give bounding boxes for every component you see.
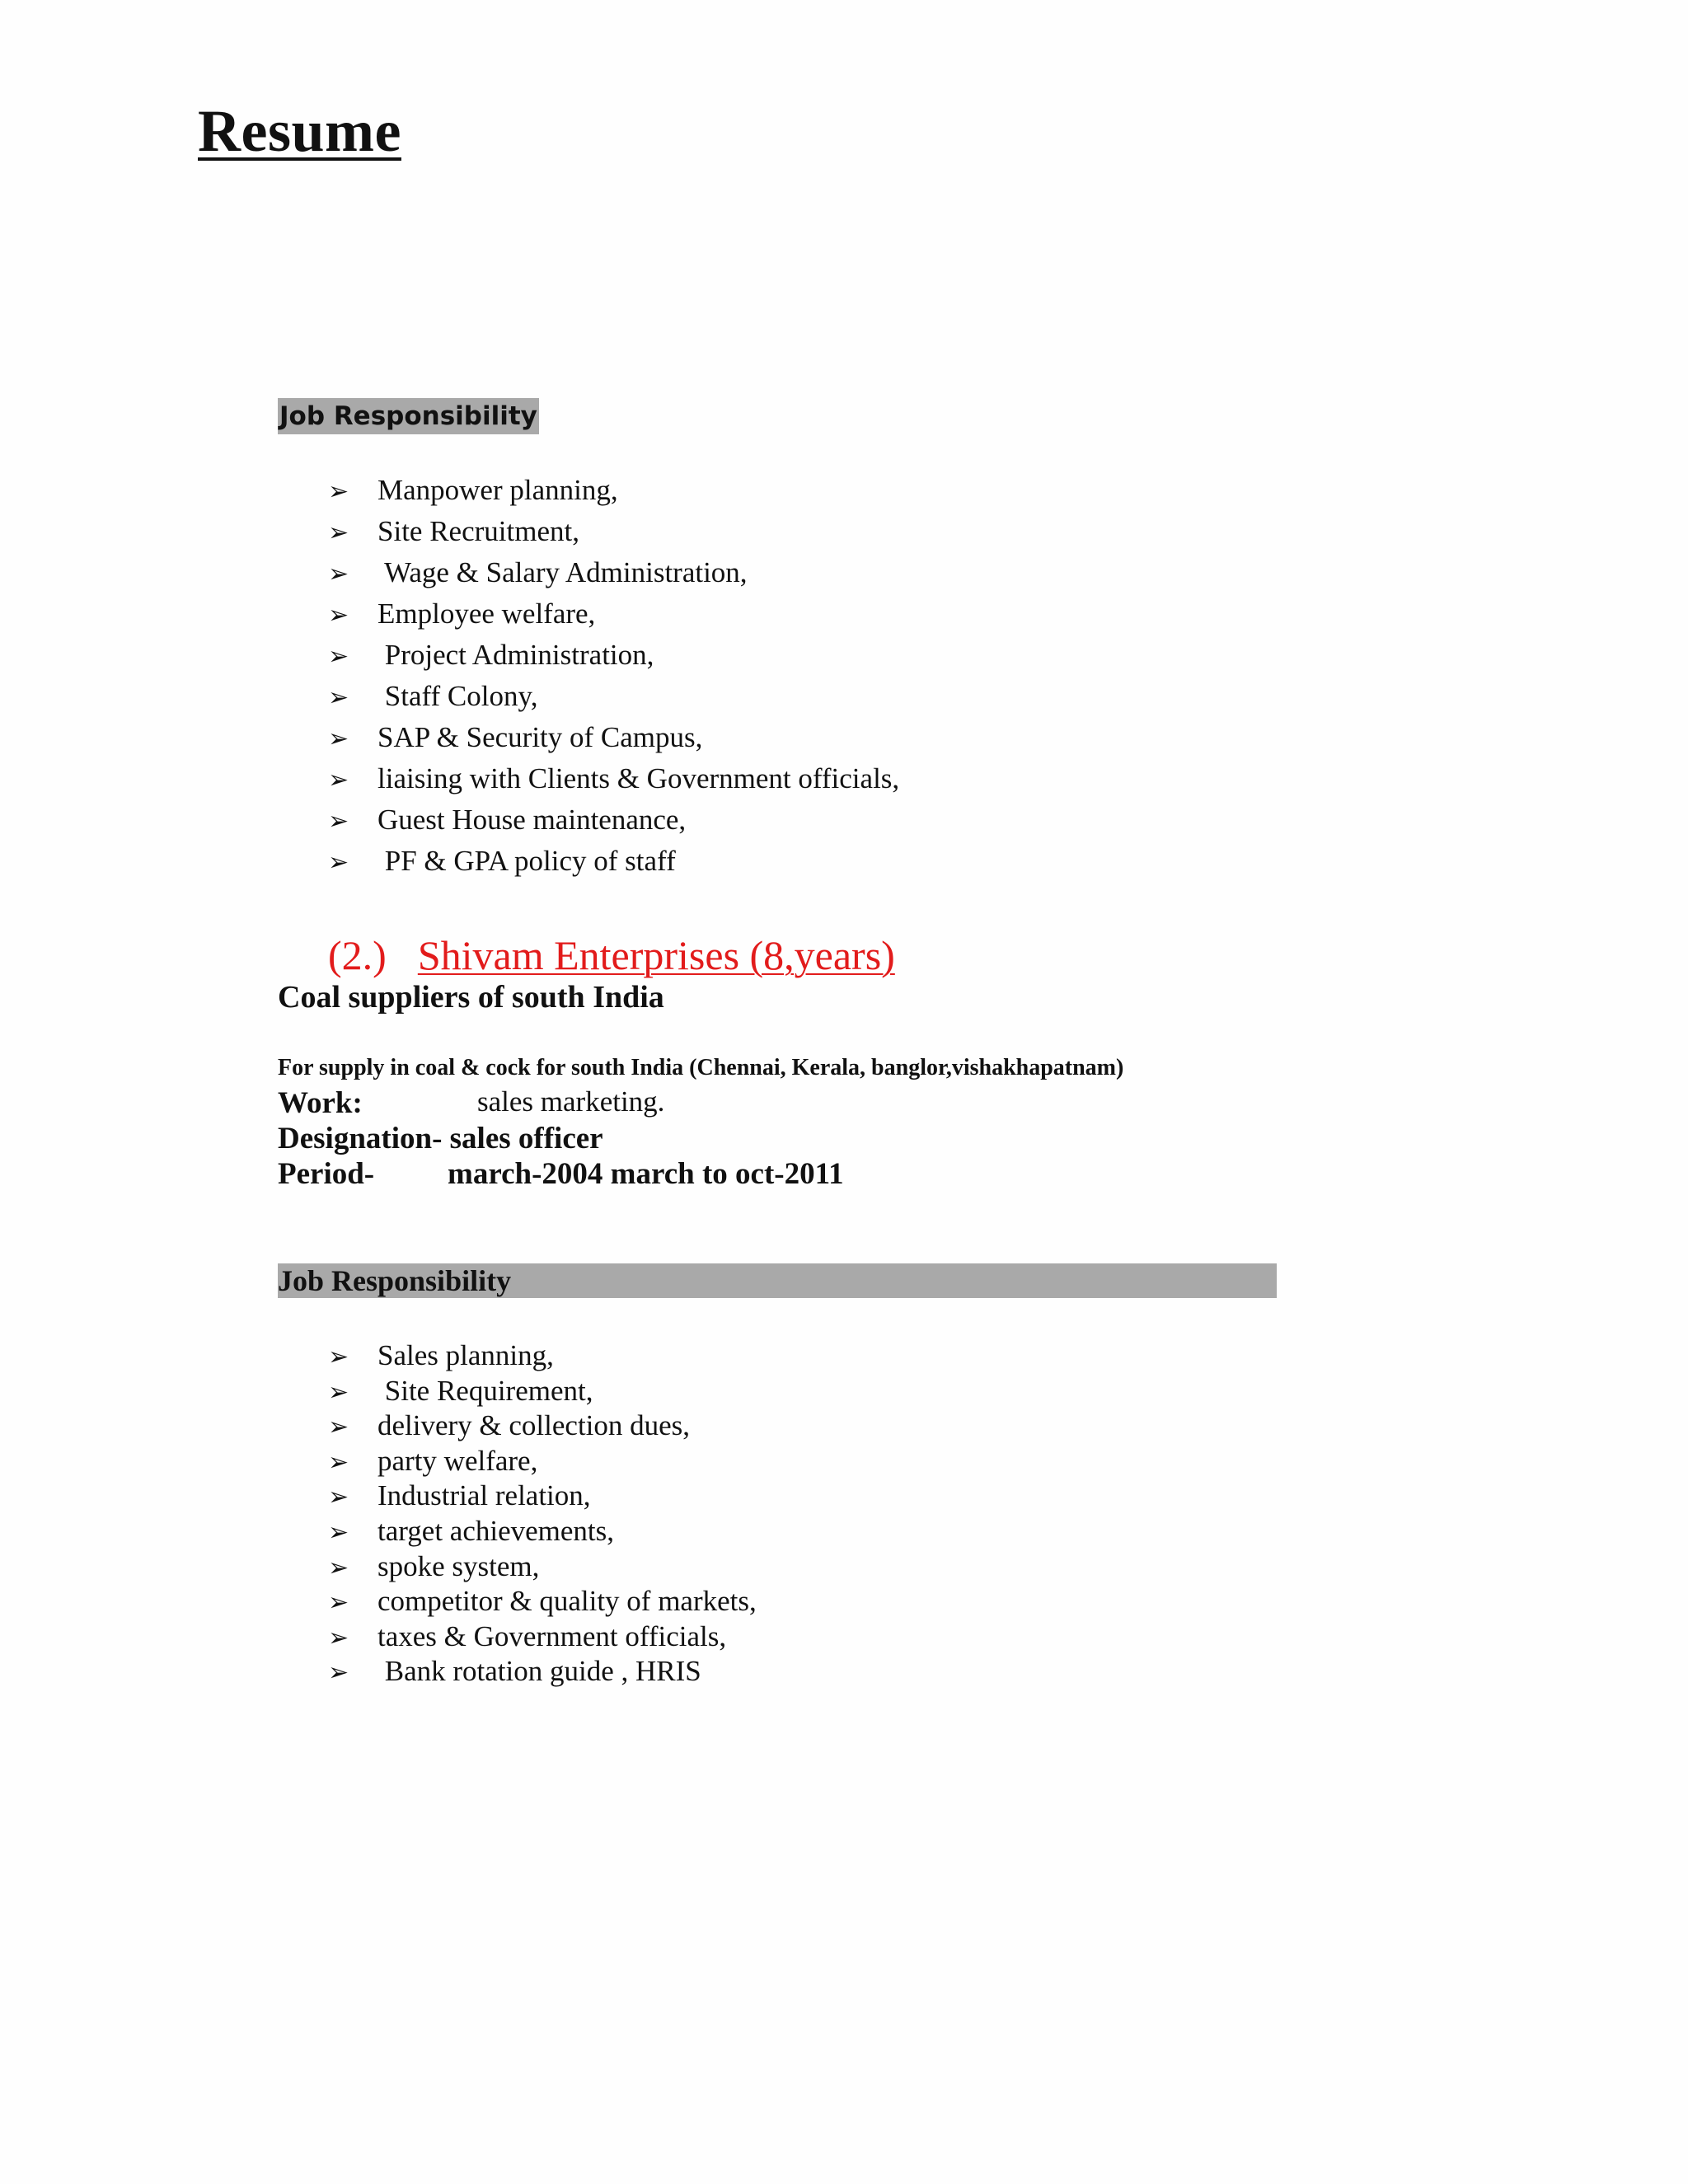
responsibility-list-2 <box>328 1338 757 1690</box>
designation-row: Designation- sales officer <box>278 1122 603 1155</box>
arrow-bullet-icon: ➢ <box>328 477 349 506</box>
company-subtitle: Coal suppliers of south India <box>278 980 664 1015</box>
responsibility-list-1 <box>328 470 899 882</box>
list-item: ➢ Sales planning, <box>328 1338 757 1374</box>
list-item: ➢ taxes & Government officials, <box>328 1619 757 1655</box>
arrow-bullet-icon: ➢ <box>328 1413 349 1442</box>
company-name: Shivam Enterprises (8,years) <box>417 932 895 978</box>
arrow-bullet-icon: ➢ <box>328 766 349 794</box>
arrow-bullet-icon: ➢ <box>328 1517 349 1547</box>
section-heading-job-responsibility-1: Job Responsibility <box>278 398 539 434</box>
list-item: ➢ party welfare, <box>328 1444 757 1479</box>
arrow-bullet-icon: ➢ <box>328 1658 349 1688</box>
list-item: ➢ Staff Colony, <box>328 676 899 717</box>
list-item: ➢ delivery & collection dues, <box>328 1408 757 1444</box>
list-item: ➢ Wage & Salary Administration, <box>328 552 899 593</box>
section-heading-job-responsibility-2: Job Responsibility <box>278 1263 1277 1298</box>
period-value: march-2004 march to oct-2011 <box>448 1157 844 1191</box>
supply-description: For supply in coal & cock for south India (Chennai, Kerala, banglor,vishakhapatnam) <box>278 1055 1124 1080</box>
arrow-bullet-icon: ➢ <box>328 1483 349 1512</box>
list-item: ➢ target achievements, <box>328 1514 757 1549</box>
list-item: ➢ Site Requirement, <box>328 1374 757 1409</box>
arrow-bullet-icon: ➢ <box>328 1343 349 1371</box>
list-item: ➢ competitor & quality of markets, <box>328 1584 757 1619</box>
list-item: ➢ Bank rotation guide , HRIS <box>328 1654 757 1690</box>
period-row <box>278 1156 844 1192</box>
period-label: Period- <box>278 1157 375 1191</box>
work-label: Work: <box>278 1086 363 1120</box>
arrow-bullet-icon: ➢ <box>328 518 349 547</box>
arrow-bullet-icon: ➢ <box>328 1588 349 1618</box>
work-value: sales marketing. <box>477 1085 665 1118</box>
arrow-bullet-icon: ➢ <box>328 848 349 877</box>
arrow-bullet-icon: ➢ <box>328 724 349 753</box>
company-number: (2.) <box>328 932 387 978</box>
arrow-bullet-icon: ➢ <box>328 1553 349 1582</box>
work-row <box>278 1085 665 1121</box>
list-item: ➢ Employee welfare, <box>328 593 899 635</box>
list-item: ➢ spoke system, <box>328 1549 757 1585</box>
arrow-bullet-icon: ➢ <box>328 1377 349 1407</box>
list-item: ➢ Manpower planning, <box>328 470 899 511</box>
company-heading <box>328 931 895 979</box>
list-item: ➢ Industrial relation, <box>328 1479 757 1514</box>
arrow-bullet-icon: ➢ <box>328 1447 349 1477</box>
arrow-bullet-icon: ➢ <box>328 560 349 588</box>
arrow-bullet-icon: ➢ <box>328 1623 349 1652</box>
page-title: Resume <box>198 98 401 164</box>
list-item: ➢ liaising with Clients & Government officials, <box>328 758 899 799</box>
list-item: ➢ Site Recruitment, <box>328 511 899 552</box>
arrow-bullet-icon: ➢ <box>328 601 349 630</box>
arrow-bullet-icon: ➢ <box>328 642 349 671</box>
list-item: ➢ Project Administration, <box>328 635 899 676</box>
arrow-bullet-icon: ➢ <box>328 807 349 836</box>
list-item: ➢ SAP & Security of Campus, <box>328 717 899 758</box>
arrow-bullet-icon: ➢ <box>328 683 349 712</box>
list-item: ➢ PF & GPA policy of staff <box>328 841 899 882</box>
list-item: ➢ Guest House maintenance, <box>328 799 899 841</box>
